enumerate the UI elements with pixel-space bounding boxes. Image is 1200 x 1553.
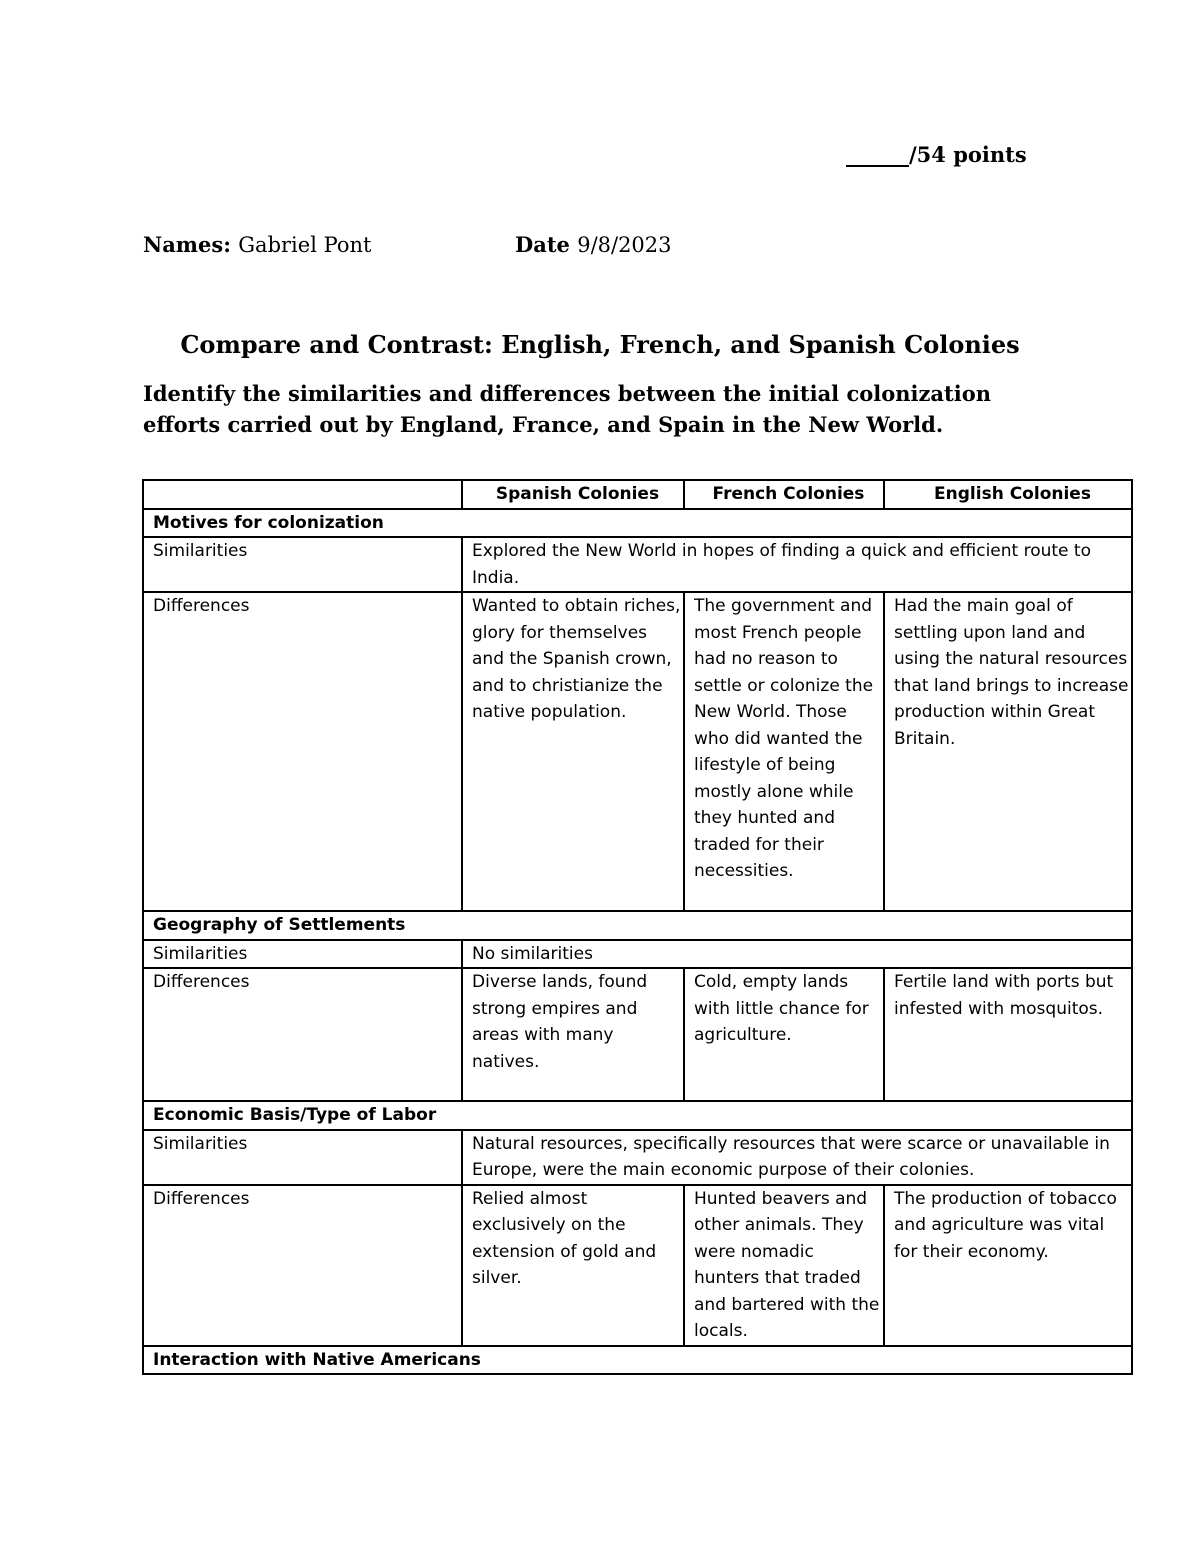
row-label-differences: Differences	[143, 592, 462, 911]
row-label-differences: Differences	[143, 968, 462, 1101]
column-header-blank	[143, 480, 462, 509]
similarities-cell: Natural resources, specifically resources that were scarce or unavailable in Europe, were the main economic purpose of their colonies.	[462, 1130, 1132, 1185]
page-title: Compare and Contrast: English, French, and Spanish Colonies	[180, 330, 1020, 359]
english-cell: The production of tobacco and agriculture was vital for their economy.	[884, 1185, 1132, 1346]
table-row	[143, 968, 1132, 1101]
column-header-english: English Colonies	[884, 480, 1132, 509]
row-label-similarities: Similarities	[143, 1130, 462, 1185]
similarities-cell: Explored the New World in hopes of finding a quick and efficient route to India.	[462, 537, 1132, 592]
section-title-geography: Geography of Settlements	[143, 911, 1132, 940]
column-header-spanish: Spanish Colonies	[462, 480, 684, 509]
spanish-cell: Wanted to obtain riches, glory for themselves and the Spanish crown, and to christianize the native population.	[462, 592, 684, 911]
date-label: Date	[515, 232, 570, 257]
spanish-cell: Diverse lands, found strong empires and areas with many natives.	[462, 968, 684, 1101]
row-label-differences: Differences	[143, 1185, 462, 1346]
date-line	[515, 232, 672, 257]
section-title-motives: Motives for colonization	[143, 509, 1132, 538]
section-row	[143, 1346, 1132, 1375]
names-label: Names:	[143, 232, 231, 257]
table-row	[143, 940, 1132, 969]
english-cell: Fertile land with ports but infested with mosquitos.	[884, 968, 1132, 1101]
english-cell: Had the main goal of settling upon land and using the natural resources that land brings to increase production within Great Britain.	[884, 592, 1132, 911]
french-cell: The government and most French people had no reason to settle or colonize the New World. Those who did wanted the lifestyle of being mostly alone while they hunted and traded for their necessities.	[684, 592, 884, 911]
column-header-french: French Colonies	[684, 480, 884, 509]
section-row	[143, 911, 1132, 940]
spanish-cell: Relied almost exclusively on the extension of gold and silver.	[462, 1185, 684, 1346]
date-value: 9/8/2023	[577, 233, 672, 257]
names-value: Gabriel Pont	[238, 233, 372, 257]
table-row	[143, 592, 1132, 911]
section-row	[143, 509, 1132, 538]
similarities-cell: No similarities	[462, 940, 1132, 969]
row-label-similarities: Similarities	[143, 537, 462, 592]
french-cell: Cold, empty lands with little chance for agriculture.	[684, 968, 884, 1101]
names-line	[143, 232, 371, 257]
french-cell: Hunted beavers and other animals. They were nomadic hunters that traded and bartered with the locals.	[684, 1185, 884, 1346]
points-score: ______/54 points	[846, 142, 1027, 167]
table-row	[143, 1130, 1132, 1185]
row-label-similarities: Similarities	[143, 940, 462, 969]
section-row	[143, 1101, 1132, 1130]
instructions: Identify the similarities and differences between the initial colonization efforts carried out by England, France, and Spain in the New World.	[143, 381, 991, 437]
table-row	[143, 537, 1132, 592]
table-row	[143, 1185, 1132, 1346]
section-title-interaction: Interaction with Native Americans	[143, 1346, 1132, 1375]
table-header-row	[143, 480, 1132, 509]
comparison-table	[142, 479, 1133, 1375]
section-title-economic: Economic Basis/Type of Labor	[143, 1101, 1132, 1130]
